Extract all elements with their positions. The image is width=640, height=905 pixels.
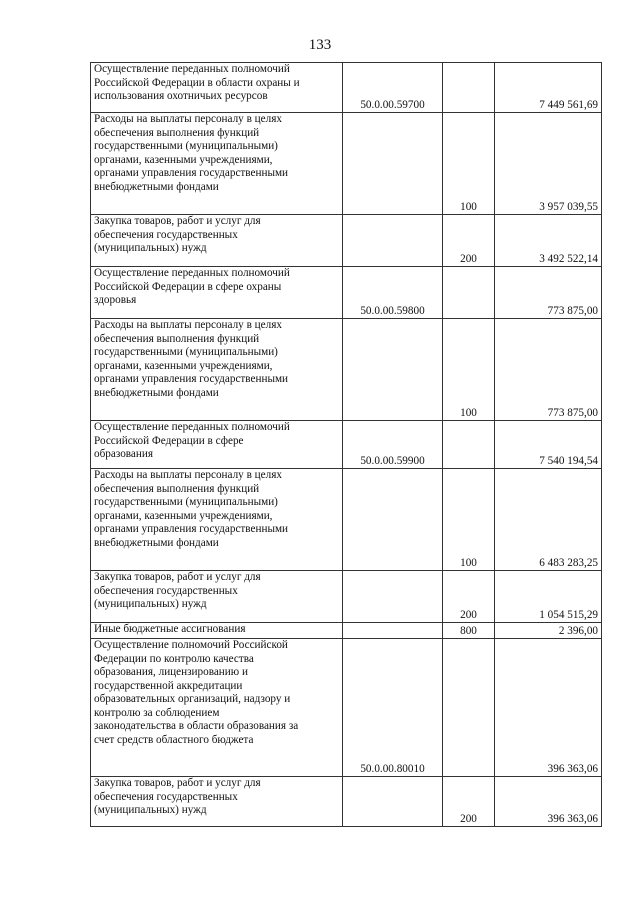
- row-name: Расходы на выплаты персоналу в целях обеспечения выполнения функций государственными (муниципальными) органами, казенными учреждениями, органами управления государственными внебюджетными фондами: [94, 113, 289, 193]
- row-amount-cell: [495, 63, 602, 113]
- table-row: [91, 639, 602, 777]
- row-amount: 773 875,00: [547, 406, 598, 419]
- row-amount: 396 363,06: [547, 762, 598, 775]
- row-name: Иные бюджетные ассигнования: [94, 623, 246, 635]
- row-type-cell: [443, 421, 495, 469]
- budget-table: [90, 62, 602, 827]
- row-name-cell: [91, 215, 343, 267]
- row-code-cell: [343, 267, 443, 319]
- row-type-cell: [443, 777, 495, 827]
- row-amount-cell: [495, 469, 602, 571]
- row-amount: 1 054 515,29: [539, 608, 598, 621]
- page-number: 133: [308, 37, 332, 53]
- table-row: [91, 319, 602, 421]
- row-code-cell: [343, 113, 443, 215]
- table-row: [91, 777, 602, 827]
- row-code-cell: [343, 571, 443, 623]
- table-row: [91, 113, 602, 215]
- row-amount-cell: [495, 777, 602, 827]
- budget-table-body: [91, 63, 602, 827]
- row-code-cell: [343, 421, 443, 469]
- table-row: [91, 215, 602, 267]
- row-name: Осуществление полномочий Российской Федерации по контролю качества образования, лицензированию и государственной аккредитации образовательных организаций, надзору и контролю за соблюдением законодательства в области образования за счет средств областного бюджета: [94, 639, 299, 746]
- row-amount-cell: [495, 113, 602, 215]
- row-name-cell: [91, 623, 343, 639]
- row-amount: 396 363,06: [547, 812, 598, 825]
- row-code-cell: [343, 319, 443, 421]
- row-type-cell: [443, 469, 495, 571]
- table-row: [91, 571, 602, 623]
- row-name-cell: [91, 421, 343, 469]
- row-name-cell: [91, 571, 343, 623]
- row-code-cell: [343, 623, 443, 639]
- row-amount-cell: [495, 421, 602, 469]
- table-row: [91, 469, 602, 571]
- row-type-cell: [443, 639, 495, 777]
- row-type: 100: [460, 556, 477, 569]
- row-type: 200: [460, 812, 477, 825]
- row-amount-cell: [495, 267, 602, 319]
- table-row: [91, 63, 602, 113]
- row-type: 100: [460, 406, 477, 419]
- row-amount-cell: [495, 623, 602, 639]
- row-type: 200: [460, 252, 477, 265]
- row-code: 50.0.00.59800: [360, 304, 425, 317]
- row-name-cell: [91, 63, 343, 113]
- row-name: Закупка товаров, работ и услуг для обеспечения государственных (муниципальных) нужд: [94, 777, 261, 816]
- row-amount: 7 540 194,54: [539, 454, 598, 467]
- row-name: Осуществление переданных полномочий Российской Федерации в сфере охраны здоровья: [94, 267, 290, 306]
- row-type: 200: [460, 608, 477, 621]
- table-row: [91, 267, 602, 319]
- row-amount-cell: [495, 571, 602, 623]
- row-type-cell: [443, 623, 495, 639]
- row-name-cell: [91, 469, 343, 571]
- row-code-cell: [343, 777, 443, 827]
- table-row: [91, 421, 602, 469]
- row-name: Осуществление переданных полномочий Российской Федерации в сфере образования: [94, 421, 290, 460]
- row-amount: 3 492 522,14: [539, 252, 598, 265]
- row-code: 50.0.00.59700: [360, 98, 425, 111]
- row-type-cell: [443, 63, 495, 113]
- row-code-cell: [343, 639, 443, 777]
- row-amount-cell: [495, 215, 602, 267]
- row-amount-cell: [495, 319, 602, 421]
- row-code-cell: [343, 469, 443, 571]
- row-amount: 773 875,00: [547, 304, 598, 317]
- row-name: Расходы на выплаты персоналу в целях обеспечения выполнения функций государственными (муниципальными) органами, казенными учреждениями, органами управления государственными внебюджетными фондами: [94, 319, 289, 399]
- row-name-cell: [91, 267, 343, 319]
- row-amount: 3 957 039,55: [539, 200, 598, 213]
- row-amount-cell: [495, 639, 602, 777]
- row-name: Закупка товаров, работ и услуг для обеспечения государственных (муниципальных) нужд: [94, 571, 261, 610]
- row-name: Расходы на выплаты персоналу в целях обеспечения выполнения функций государственными (муниципальными) органами, казенными учреждениями, органами управления государственными внебюджетными фондами: [94, 469, 289, 549]
- row-name-cell: [91, 777, 343, 827]
- row-type-cell: [443, 113, 495, 215]
- row-code: 50.0.00.80010: [360, 762, 425, 775]
- row-type-cell: [443, 319, 495, 421]
- row-type-cell: [443, 267, 495, 319]
- row-type: 800: [460, 624, 477, 637]
- row-name-cell: [91, 113, 343, 215]
- table-row: [91, 623, 602, 639]
- row-type: 100: [460, 200, 477, 213]
- row-name-cell: [91, 639, 343, 777]
- row-name: Закупка товаров, работ и услуг для обеспечения государственных (муниципальных) нужд: [94, 215, 261, 254]
- row-type-cell: [443, 215, 495, 267]
- row-type-cell: [443, 571, 495, 623]
- row-code-cell: [343, 215, 443, 267]
- row-amount: 2 396,00: [558, 624, 598, 637]
- row-code: 50.0.00.59900: [360, 454, 425, 467]
- row-name: Осуществление переданных полномочий Российской Федерации в области охраны и использования охотничьих ресурсов: [94, 63, 300, 102]
- row-code-cell: [343, 63, 443, 113]
- row-amount: 7 449 561,69: [539, 98, 598, 111]
- row-name-cell: [91, 319, 343, 421]
- row-amount: 6 483 283,25: [539, 556, 598, 569]
